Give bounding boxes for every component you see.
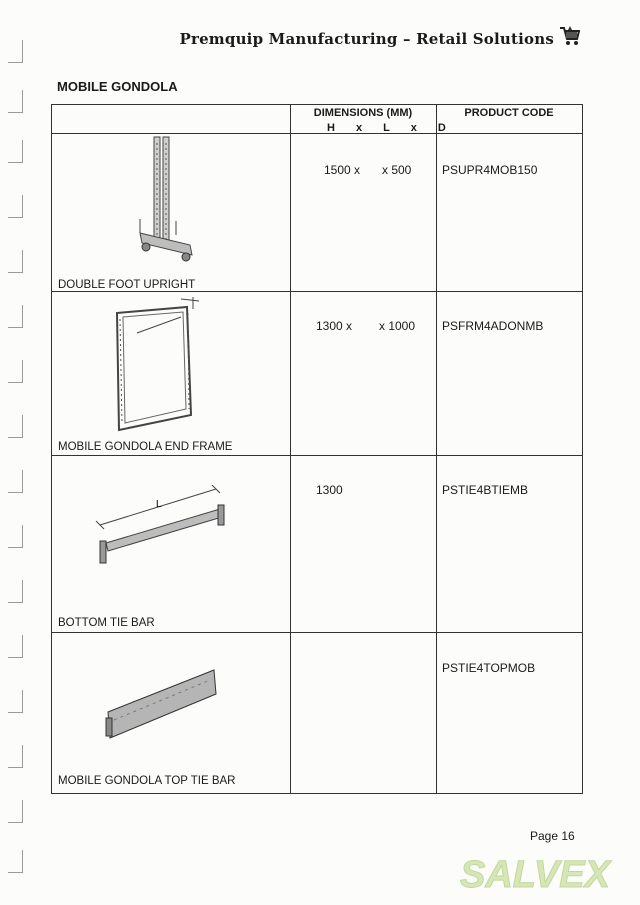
binder-mark [8, 415, 23, 438]
bottom-tie-bar-image [94, 485, 234, 575]
binder-mark [8, 470, 23, 493]
section-title: MOBILE GONDOLA [57, 79, 178, 94]
product-code: PSTIE4TOPMOB [442, 661, 536, 675]
binder-mark [8, 690, 23, 713]
dim-height: 1300 x [316, 319, 353, 333]
binder-mark [8, 40, 23, 63]
dim-depth: x 1000 [379, 319, 416, 333]
binder-mark [8, 635, 23, 658]
row-name: MOBILE GONDOLA END FRAME [58, 441, 233, 453]
dim-height: 1500 x [324, 163, 361, 177]
dim-depth: x 500 [382, 163, 412, 177]
binder-mark [8, 305, 23, 328]
product-code: PSTIE4BTIEMB [442, 483, 529, 497]
binder-mark [8, 250, 23, 273]
product-code: PSUPR4MOB150 [442, 163, 538, 177]
row-name: MOBILE GONDOLA TOP TIE BAR [58, 775, 236, 787]
binder-mark [8, 195, 23, 218]
product-code: PSFRM4ADONMB [442, 319, 544, 333]
end-frame-image [107, 295, 207, 445]
product-code-header: PRODUCT CODE [464, 107, 554, 119]
page-number: Page 16 [530, 829, 575, 843]
binder-mark [8, 580, 23, 603]
row-name: BOTTOM TIE BAR [58, 617, 155, 629]
dimensions-header: DIMENSIONS (MM) [313, 107, 413, 119]
company-title: Premquip Manufacturing – Retail Solutions [179, 30, 554, 48]
binder-mark [8, 745, 23, 768]
binder-mark [8, 140, 23, 163]
binder-mark [8, 360, 23, 383]
dimensions-subheader: H x L x D [327, 122, 455, 134]
binder-mark [8, 525, 23, 548]
binder-mark [8, 800, 23, 823]
row-name: DOUBLE FOOT UPRIGHT [58, 279, 196, 291]
shopping-cart-icon [558, 24, 580, 48]
dim-height: 1300 [316, 483, 343, 497]
double-foot-upright-image [132, 135, 212, 265]
binder-mark [8, 90, 23, 113]
binder-margin [0, 0, 30, 905]
salvex-watermark [456, 849, 626, 897]
top-tie-bar-image [104, 660, 224, 750]
binder-mark [8, 850, 23, 873]
product-table [51, 104, 583, 794]
svg-text:SALVEX: SALVEX [460, 854, 610, 896]
svg-text:L: L [156, 499, 162, 510]
